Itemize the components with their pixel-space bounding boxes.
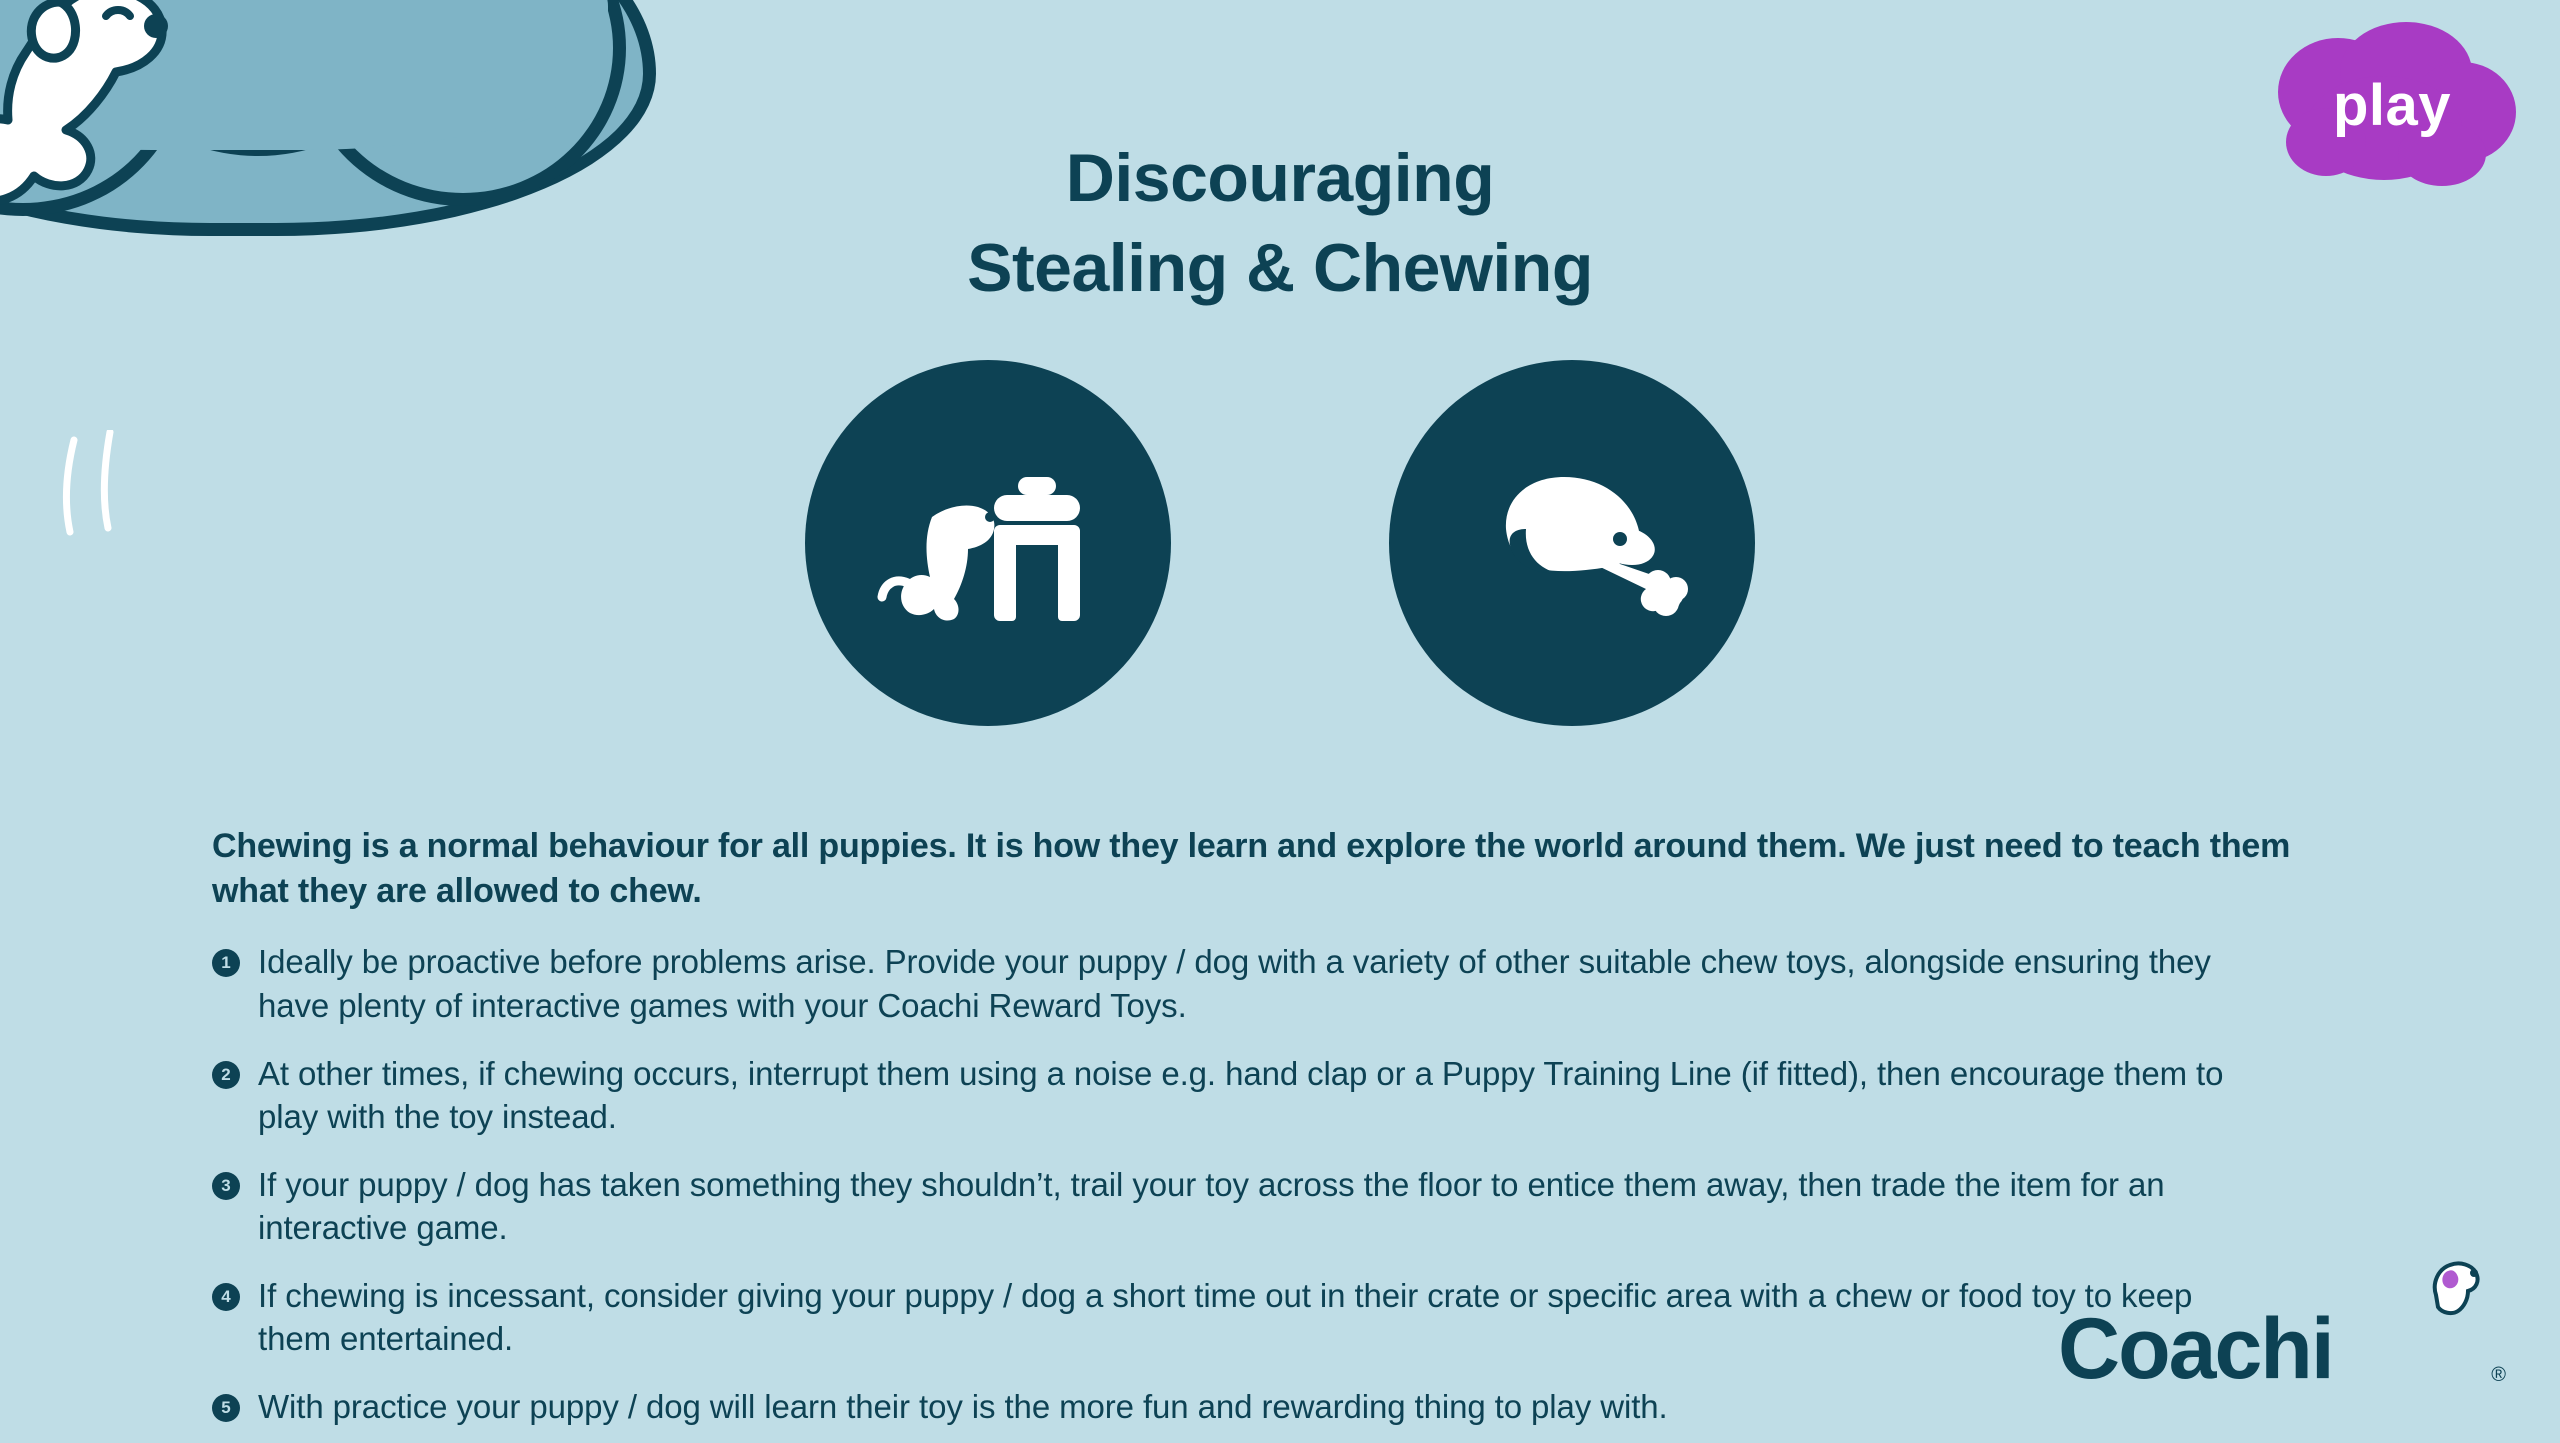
list-item (212, 1052, 2380, 1139)
list-item-number: 5 (212, 1394, 240, 1422)
list-item-number: 1 (212, 949, 240, 977)
coachi-trademark: ® (2491, 1364, 2506, 1386)
dog-bin-glyph-icon (868, 433, 1108, 653)
page-title (0, 139, 2560, 306)
icon-row (0, 360, 2560, 726)
tips-list (212, 940, 2380, 1428)
coachi-wordmark: Coachi (2058, 1301, 2333, 1397)
dog-bone-glyph-icon (1452, 433, 1692, 653)
title-line-2: Stealing & Chewing (967, 229, 1593, 306)
play-badge-label: play (2332, 73, 2452, 138)
intro-paragraph: Chewing is a normal behaviour for all puppies. It is how they learn and explore the world around them. We just need to teach them what they are allowed to chew. (212, 827, 2291, 911)
cloud-lobe-center (80, 0, 436, 156)
dog-chewing-bone-icon (1389, 360, 1755, 726)
list-item-text: At other times, if chewing occurs, interrupt them using a noise e.g. hand clap or a Puppy Training Line (if fitted), then encourage them to play with the toy instead. (258, 1054, 2224, 1136)
list-item (212, 1163, 2380, 1250)
list-item-text: With practice your puppy / dog will learn their toy is the more fun and rewarding thing to play with. (258, 1387, 1668, 1425)
coachi-dog-icon (2418, 1255, 2498, 1317)
dog-stealing-bin-icon (805, 360, 1171, 726)
list-item-text: Ideally be proactive before problems arise. Provide your puppy / dog with a variety of other suitable chew toys, alongside ensuring they have plenty of interactive games with your Coachi Reward Toys. (258, 943, 2211, 1024)
body-content (212, 790, 2380, 1443)
list-item-number: 3 (212, 1172, 240, 1200)
list-item-text: If chewing is incessant, consider giving your puppy / dog a short time out in their crate or specific area with a chew or food toy to keep them entertained. (258, 1276, 2193, 1358)
list-item (212, 940, 2380, 1027)
list-item (212, 1274, 2380, 1361)
title-line-1: Discouraging (1065, 139, 1495, 216)
list-item-text: If your puppy / dog has taken something they shouldn’t, trail your toy across the floor to entice them away, then trade the item for an interactive game. (258, 1165, 2165, 1247)
cloud-mask (0, 0, 608, 150)
list-item (212, 1385, 2380, 1429)
list-item-number: 2 (212, 1061, 240, 1089)
coachi-logo (2058, 1249, 2508, 1409)
list-item-number: 4 (212, 1283, 240, 1311)
